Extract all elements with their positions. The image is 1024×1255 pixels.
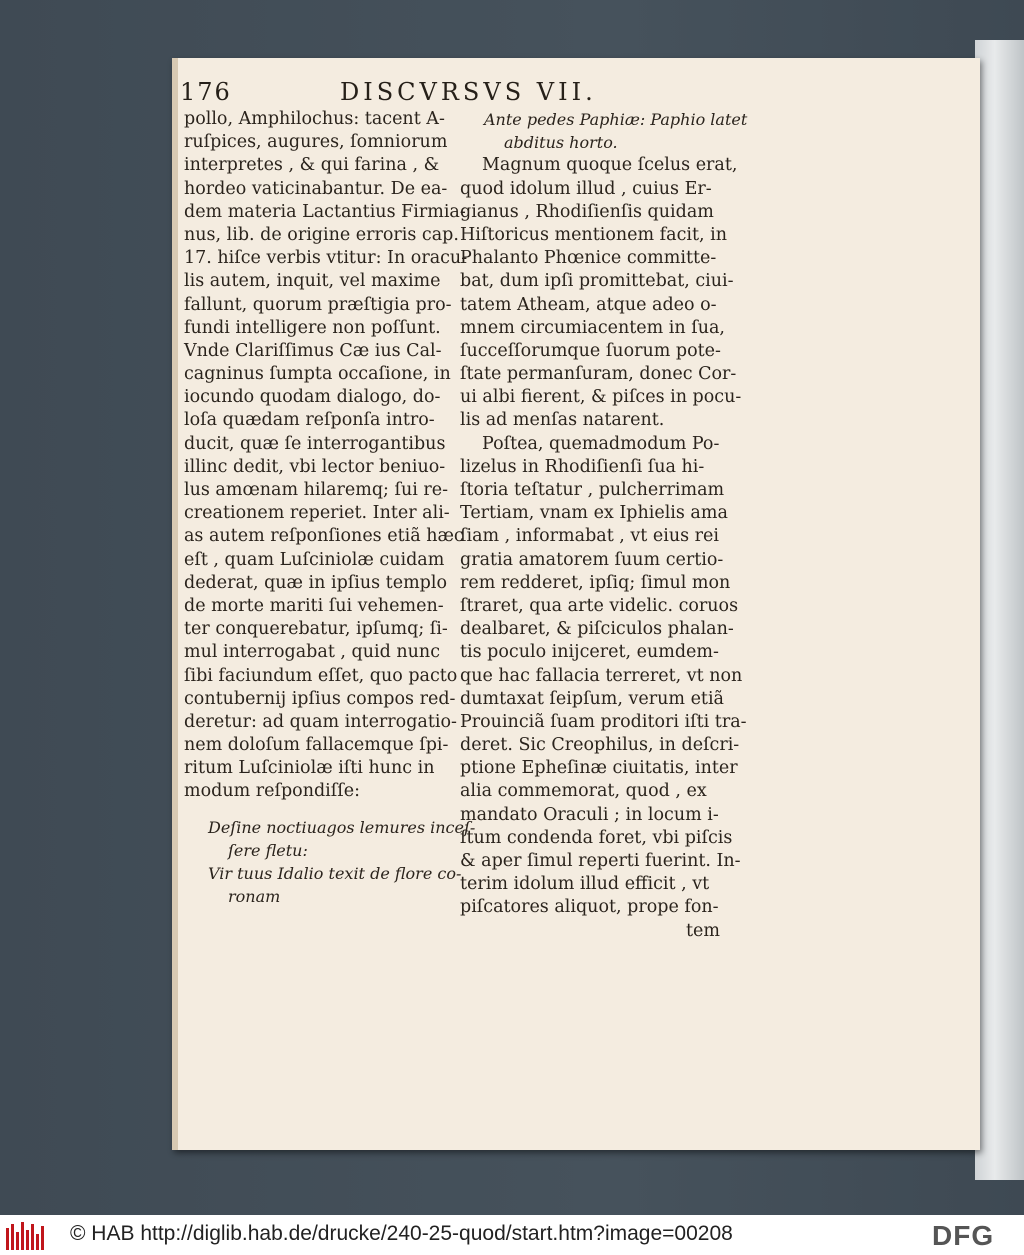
text-line: ritum Luſciniolæ iſti hunc in xyxy=(184,758,435,779)
text-line: ui albi fierent, & piſces in pocu- xyxy=(460,387,742,408)
text-line: iocundo quodam dialogo, do- xyxy=(184,387,441,408)
text-line: rem redderet, ipſiq; ſimul mon xyxy=(460,572,731,593)
text-line: loſa quædam reſponſa intro- xyxy=(184,410,435,431)
text-line: ſucceſſorumque ſuorum pote- xyxy=(460,340,721,361)
text-line: ſibi faciundum eſſet, quo pacto xyxy=(184,665,458,686)
text-line: dederat, quæ in ipſius templo xyxy=(184,572,447,593)
copyright-link[interactable]: © HAB http://diglib.hab.de/drucke/240-25-quod/start.htm?image=00208 xyxy=(70,1222,733,1245)
text-line: creationem reperiet. Inter ali- xyxy=(184,503,450,524)
text-line: lis autem, inquit, vel maxime xyxy=(184,271,441,292)
text-line: dumtaxat ſeipſum, verum etiã xyxy=(460,688,724,709)
text-line: hordeo vaticinabantur. De ea- xyxy=(184,178,448,199)
text-line: cagninus ſumpta occaſione, in xyxy=(184,364,451,385)
spacer xyxy=(184,804,454,816)
text-line: mandato Oraculi ; in locum i- xyxy=(460,804,719,825)
text-line: ſere fletu: xyxy=(228,840,308,860)
text-line: fallunt, quorum præſtigia pro- xyxy=(184,294,452,315)
text-line: tem xyxy=(686,920,720,941)
text-line: eſt , quam Luſciniolæ cuidam xyxy=(184,549,445,570)
text-line: Vnde Clariſſimus Cæ ius Cal- xyxy=(184,340,442,361)
text-line: as autem reſponſiones etiã hæc xyxy=(184,526,464,547)
text-line: gianus , Rhodiſienſis quidam xyxy=(460,201,714,222)
text-line: Deſine noctiuagos lemures inceſ- xyxy=(208,817,476,837)
text-line: quod idolum illud , cuius Er- xyxy=(460,178,712,199)
text-line: modum reſpondiſſe: xyxy=(184,781,360,802)
text-line: ſtate permanſuram, donec Cor- xyxy=(460,364,737,385)
text-line: tatem Atheam, atque adeo o- xyxy=(460,294,717,315)
text-line: Poſtea, quemadmodum Po- xyxy=(482,433,720,454)
text-line: que hac fallacia terreret, vt non xyxy=(460,665,743,686)
hab-logo-icon xyxy=(6,1220,46,1250)
text-line: piſcatores aliquot, prope fon- xyxy=(460,897,719,918)
text-line: ſiam , informabat , vt eius rei xyxy=(460,526,719,547)
text-line: lizelus in Rhodiſienſi ſua hi- xyxy=(460,456,705,477)
text-line: mnem circumiacentem in ſua, xyxy=(460,317,725,338)
right-text-column xyxy=(460,108,748,943)
text-line: Ante pedes Paphiæ: Paphio latet xyxy=(484,110,748,129)
text-line: dem materia Lactantius Firmia- xyxy=(184,201,466,222)
text-line: Hiſtoricus mentionem facit, in xyxy=(460,224,727,245)
text-line: Prouinciã ſuam proditori iſti tra- xyxy=(460,711,747,732)
text-line: deret. Sic Creophilus, in deſcri- xyxy=(460,735,740,756)
text-line: lus amœnam hilaremq; ſui re- xyxy=(184,480,449,500)
text-line: lis ad menſas natarent. xyxy=(460,410,665,431)
text-line: interpretes , & qui farina , & xyxy=(184,155,440,176)
next-page-edge xyxy=(975,40,1024,1180)
text-line: Phalanto Phœnice committe- xyxy=(460,248,717,269)
text-line: ſtraret, qua arte videlic. coruos xyxy=(460,595,739,616)
text-line: dealbaret, & piſciculos phalan- xyxy=(460,619,734,640)
text-line: ronam xyxy=(228,887,281,907)
text-line: deretur: ad quam interrogatio- xyxy=(184,711,457,732)
text-line: tis poculo inijceret, eumdem- xyxy=(460,642,719,663)
dfg-logo: DFG xyxy=(932,1220,995,1251)
text-line: illinc dedit, vbi lector beniuo- xyxy=(184,456,446,477)
text-line: nus, lib. de origine erroris cap. xyxy=(184,224,459,245)
text-line: abditus horto. xyxy=(504,133,618,153)
text-line: Vir tuus Idalio texit de flore co- xyxy=(208,864,462,883)
text-line: & aper ſimul reperti fuerint. In- xyxy=(460,851,741,871)
text-line: bat, dum ipſi promittebat, ciui- xyxy=(460,271,734,292)
text-line: ſtum condenda foret, vbi piſcis xyxy=(460,827,733,848)
text-line: de morte mariti ſui vehemen- xyxy=(184,595,444,616)
text-line: gratia amatorem ſuum certio- xyxy=(460,549,724,570)
text-line: ter conquerebatur, ipſumq; ſi- xyxy=(184,619,448,640)
running-head: DISCVRSVS VII. xyxy=(340,78,597,106)
page-number: 176 xyxy=(180,78,232,106)
text-line: ruſpices, augures, ſomniorum xyxy=(184,132,448,153)
text-line: nem doloſum fallacemque ſpi- xyxy=(184,735,449,756)
text-line: ptione Epheſinæ ciuitatis, inter xyxy=(460,758,738,779)
text-line: terim idolum illud efficit , vt xyxy=(460,874,710,895)
text-line: fundi intelligere non poſſunt. xyxy=(184,317,441,338)
text-line: alia commemorat, quod , ex xyxy=(460,781,707,802)
text-line: contubernij ipſius compos red- xyxy=(184,688,456,709)
text-line: Magnum quoque ſcelus erat, xyxy=(482,155,738,176)
text-line: ducit, quæ ſe interrogantibus xyxy=(184,433,446,454)
left-text-column xyxy=(184,108,476,908)
text-line: pollo, Amphilochus: tacent A- xyxy=(184,109,445,129)
text-line: 17. hiſce verbis vtitur: In oracu- xyxy=(184,248,468,269)
text-line: ſtoria teſtatur , pulcherrimam xyxy=(460,480,725,500)
text-line: Tertiam, vnam ex Iphielis ama xyxy=(460,503,728,524)
text-line: mul interrogabat , quid nunc xyxy=(184,642,440,663)
